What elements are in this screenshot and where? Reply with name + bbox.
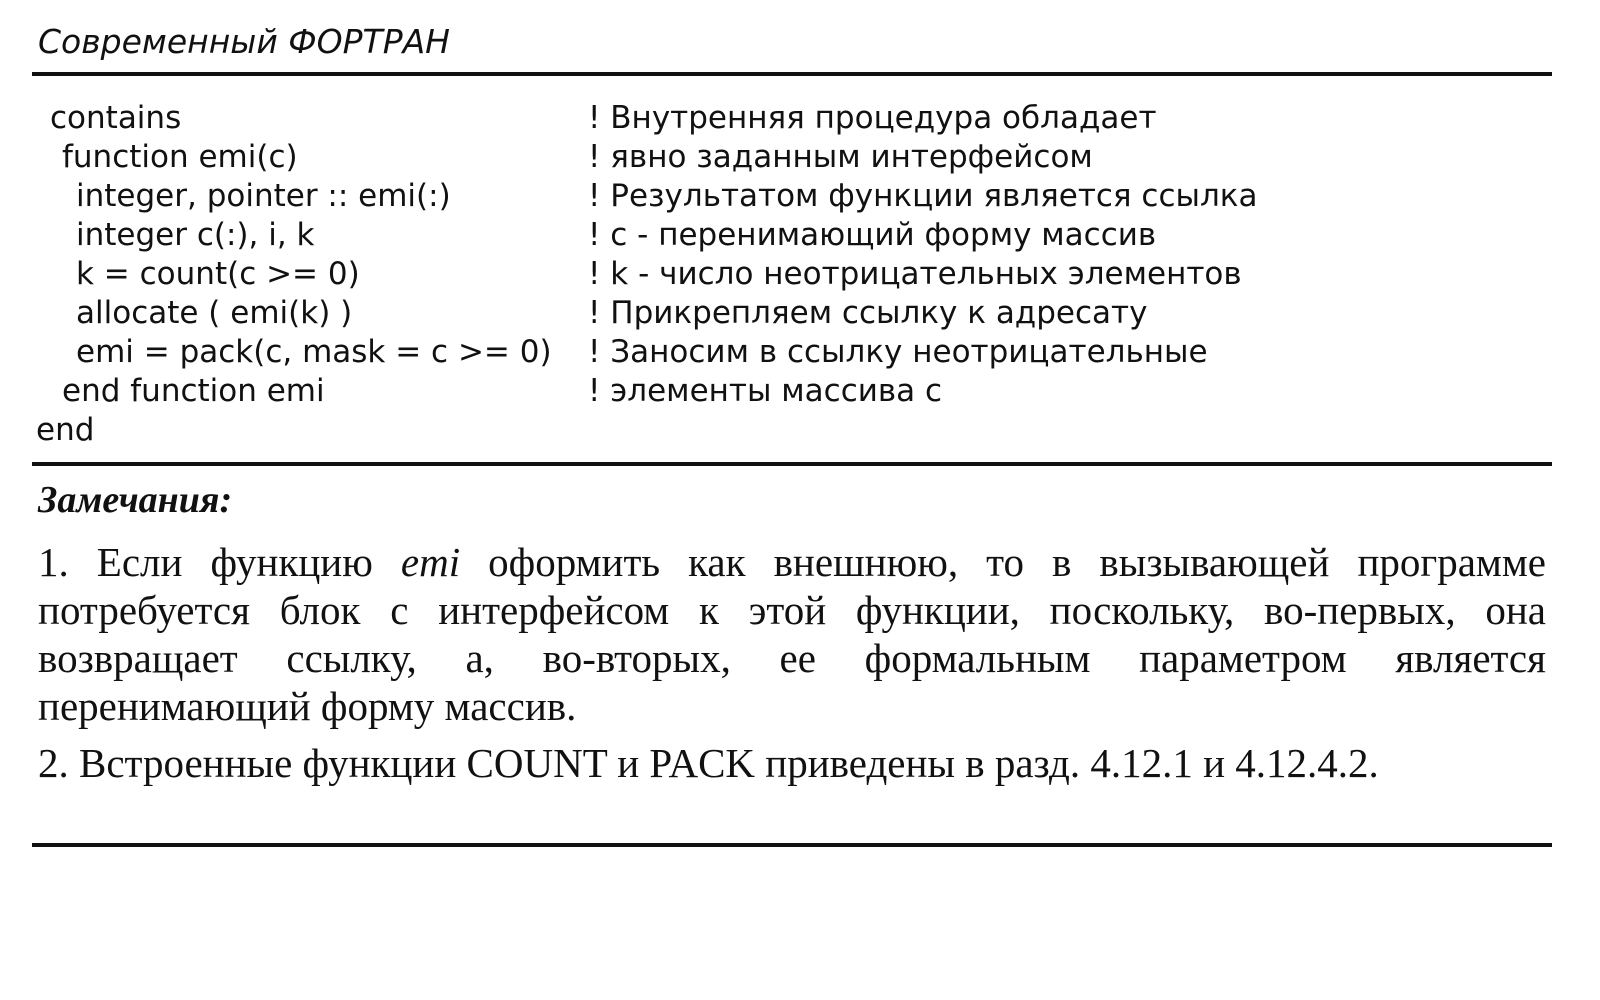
- code-statement: function emi(c): [62, 139, 298, 175]
- code-comment: ! Внутренняя процедура обладает: [588, 100, 1157, 136]
- code-statement: integer c(:), i, k: [76, 217, 315, 253]
- code-comment: ! Заносим в ссылку неотрицательные: [588, 334, 1208, 370]
- code-statement: k = count(c >= 0): [76, 256, 360, 292]
- code-statement: integer, pointer :: emi(:): [76, 178, 451, 214]
- code-statement: end: [36, 412, 95, 448]
- bottom-rule: [32, 843, 1552, 847]
- code-line: [0, 100, 1600, 139]
- code-comment: ! c - перенимающий форму массив: [588, 217, 1157, 253]
- code-statement: allocate ( emi(k) ): [76, 295, 353, 331]
- code-line: [0, 295, 1600, 334]
- code-statement: emi = pack(c, mask = c >= 0): [76, 334, 552, 370]
- code-line: [0, 412, 1600, 451]
- top-rule: [32, 72, 1552, 76]
- code-line: [0, 334, 1600, 373]
- code-line: [0, 178, 1600, 217]
- code-comment: ! Прикрепляем ссылку к адресату: [588, 295, 1148, 331]
- code-comment: ! элементы массива c: [588, 373, 943, 409]
- code-statement: contains: [50, 100, 182, 136]
- code-comment: ! k - число неотрицательных элементов: [588, 256, 1242, 292]
- code-statement: end function emi: [62, 373, 325, 409]
- code-line: [0, 256, 1600, 295]
- note-1-emphasis: emi: [400, 539, 461, 585]
- code-listing: [0, 100, 1600, 451]
- code-comment: ! явно заданным интерфейсом: [588, 139, 1093, 175]
- note-paragraph-1: [38, 538, 1546, 730]
- code-line: [0, 217, 1600, 256]
- middle-rule: [32, 462, 1552, 466]
- note-1-text-start: 1. Если функцию: [38, 539, 401, 585]
- code-line: [0, 139, 1600, 178]
- notes-heading: Замечания:: [38, 479, 233, 521]
- note-1-text-end: оформить как внешнюю, то в вызывающей программе потребуется блок с интерфейсом к этой функции, поскольку, во-первых, она возвращает ссылку, а, во-вторых, ее формальным параметром является перенимающий форму массив.: [38, 539, 1546, 729]
- code-line: [0, 373, 1600, 412]
- note-paragraph-2: 2. Встроенные функции COUNT и PACK приведены в разд. 4.12.1 и 4.12.4.2.: [38, 740, 1379, 786]
- running-head: Современный ФОРТРАН: [38, 22, 451, 61]
- code-comment: ! Результатом функции является ссылка: [588, 178, 1258, 214]
